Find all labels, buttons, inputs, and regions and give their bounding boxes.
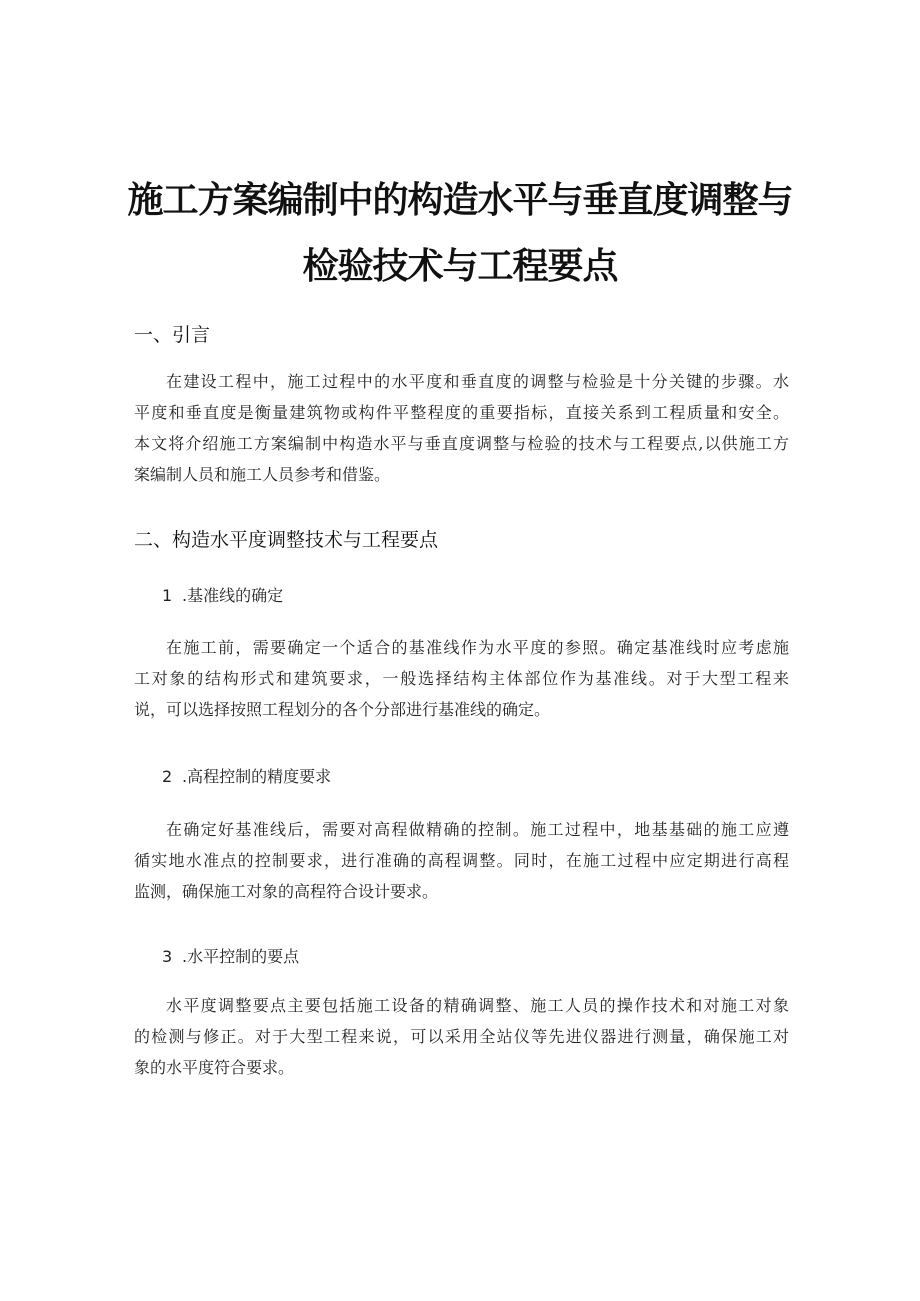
- paragraph-line: 工对象的结构形式和建筑要求，一般选择结构主体部位作为基准线。对于大型工程来: [134, 669, 789, 688]
- paragraph-line: 在确定好基准线后，需要对高程做精确的控制。施工过程中，地基基础的施工应遵: [166, 820, 789, 839]
- subsection-number: 3: [162, 947, 173, 966]
- paragraph-line: 案编制人员和施工人员参考和借鉴。: [134, 465, 391, 484]
- subsection-paragraph-elevation-control: [134, 814, 789, 907]
- subsection-title: .高程控制的精度要求: [182, 767, 332, 786]
- paragraph-line: 平度和垂直度是衡量建筑物或构件平整程度的重要指标，直接关系到工程质量和安全。: [134, 403, 789, 422]
- document-title-line-2: 检验技术与工程要点: [302, 246, 618, 287]
- subsection-paragraph-level-control: [134, 990, 789, 1083]
- paragraph-line: 的检测与修正。对于大型工程来说，可以采用全站仪等先进仪器进行测量，确保施工对: [134, 1027, 789, 1046]
- paragraph-line: 本文将介绍施工方案编制中构造水平与垂直度调整与检验的技术与工程要点,以供施工方: [134, 434, 789, 453]
- paragraph-line: 说，可以选择按照工程划分的各个分部进行基准线的确定。: [134, 700, 551, 719]
- subsection-paragraph-baseline: [134, 632, 789, 725]
- subsection-number: 1: [162, 586, 173, 605]
- paragraph-line: 监测，确保施工对象的高程符合设计要求。: [134, 882, 439, 901]
- paragraph-line: 在施工前，需要确定一个适合的基准线作为水平度的参照。确定基准线时应考虑施: [166, 638, 789, 657]
- paragraph-line: 在建设工程中，施工过程中的水平度和垂直度的调整与检验是十分关键的步骤。水: [166, 372, 789, 391]
- subsection-heading-elevation-control: [162, 764, 331, 787]
- section-paragraph-introduction: [134, 366, 789, 490]
- paragraph-line: 循实地水准点的控制要求，进行准确的高程调整。同时，在施工过程中应定期进行高程: [134, 851, 789, 870]
- section-heading-introduction: 一、引言: [134, 324, 211, 346]
- subsection-heading-level-control: [162, 944, 299, 967]
- paragraph-line: 水平度调整要点主要包括施工设备的精确调整、施工人员的操作技术和对施工对象: [166, 996, 789, 1015]
- subsection-number: 2: [162, 767, 173, 786]
- subsection-title: .水平控制的要点: [182, 947, 300, 966]
- paragraph-line: 象的水平度符合要求。: [134, 1058, 295, 1077]
- document-title-line-1: 施工方案编制中的构造水平与垂直度调整与: [127, 180, 793, 221]
- section-heading-horizontal-adjustment: 二、构造水平度调整技术与工程要点: [134, 529, 439, 551]
- subsection-title: .基准线的确定: [182, 586, 284, 605]
- subsection-heading-baseline: [162, 583, 283, 606]
